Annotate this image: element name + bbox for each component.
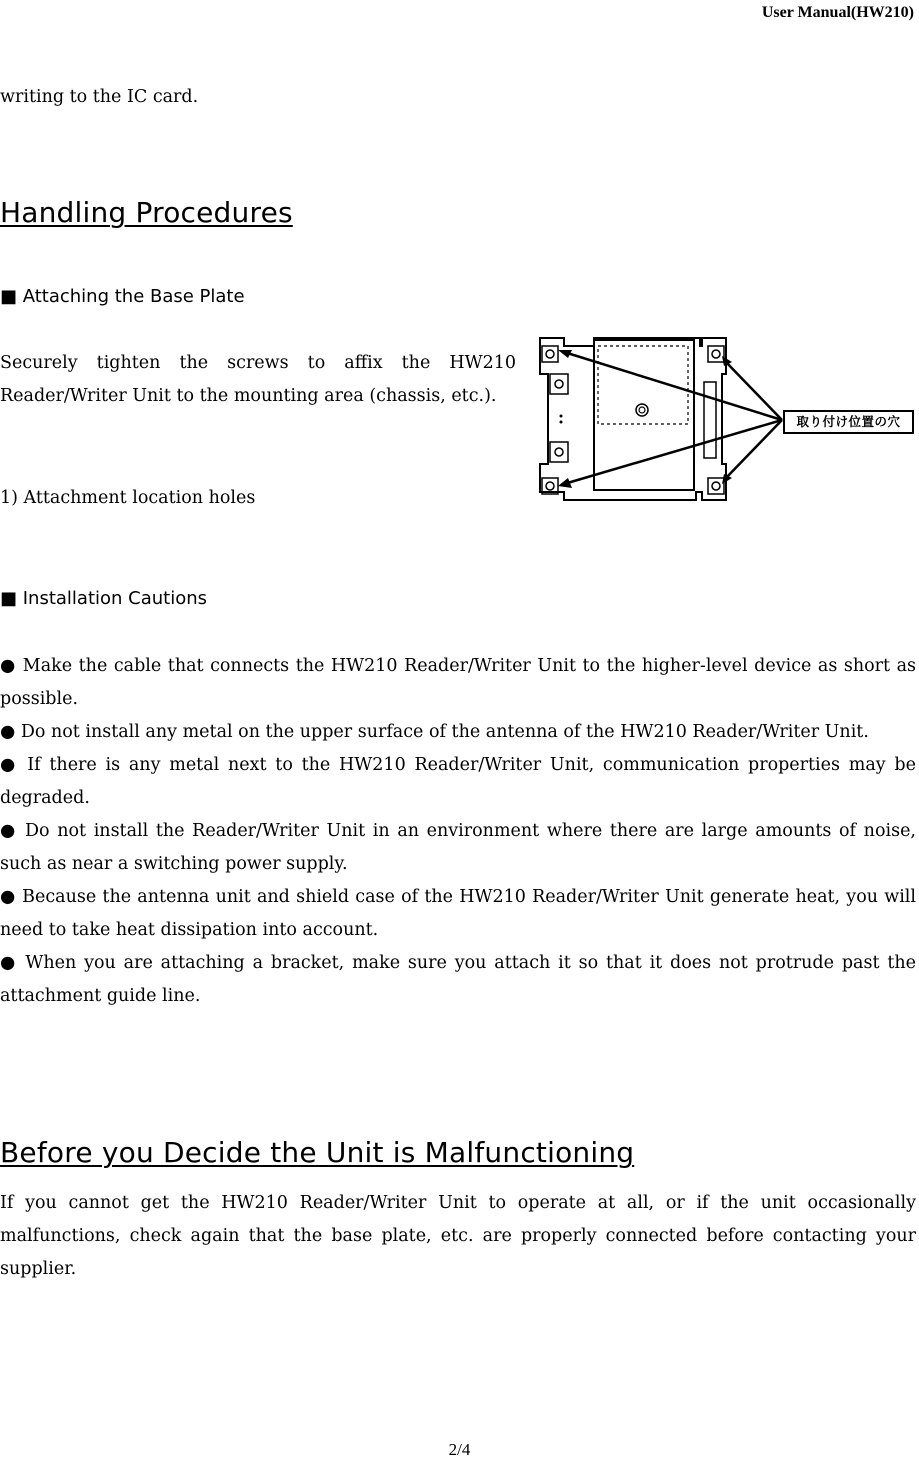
page-header: User Manual(HW210) — [761, 4, 914, 21]
caution-item-1: ● Make the cable that connects the HW210 Reader/Writer Unit to the higher-level device as short as possible. — [0, 656, 916, 709]
attachment-note: 1) Attachment location holes — [0, 488, 256, 508]
malfunction-paragraph: If you cannot get the HW210 Reader/Writer Unit to operate at all, or if the unit occasionally malfunctions, check again that the base plate, etc. are properly connected before contacting your supplier. — [0, 1193, 916, 1279]
attaching-subheading: ■ Attaching the Base Plate — [0, 286, 245, 307]
malfunction-heading: Before you Decide the Unit is Malfunctioning — [0, 1136, 635, 1169]
base-plate-figure — [536, 334, 916, 506]
attachment-holes-label: 取り付け位置の穴 — [783, 410, 914, 434]
caution-item-5: ● Because the antenna unit and shield case of the HW210 Reader/Writer Unit generate heat, you will need to take heat dissipation into account. — [0, 887, 916, 940]
page-number: 2/4 — [448, 1440, 471, 1459]
intro-line: writing to the IC card. — [0, 87, 199, 107]
caution-item-3: ● If there is any metal next to the HW210 Reader/Writer Unit, communication properties may be degraded. — [0, 755, 916, 808]
caution-item-2: ● Do not install any metal on the upper surface of the antenna of the HW210 Reader/Writer Unit. — [0, 722, 869, 742]
caution-item-6: ● When you are attaching a bracket, make sure you attach it so that it does not protrude past the attachment guide line. — [0, 953, 916, 1006]
cautions-list — [0, 650, 916, 1013]
cautions-subheading: ■ Installation Cautions — [0, 588, 208, 609]
attaching-paragraph: Securely tighten the screws to affix the HW210 Reader/Writer Unit to the mounting area (chassis, etc.). — [0, 353, 516, 406]
caution-item-4: ● Do not install the Reader/Writer Unit in an environment where there are large amounts of noise, such as near a switching power supply. — [0, 821, 916, 874]
handling-heading: Handling Procedures — [0, 196, 293, 229]
